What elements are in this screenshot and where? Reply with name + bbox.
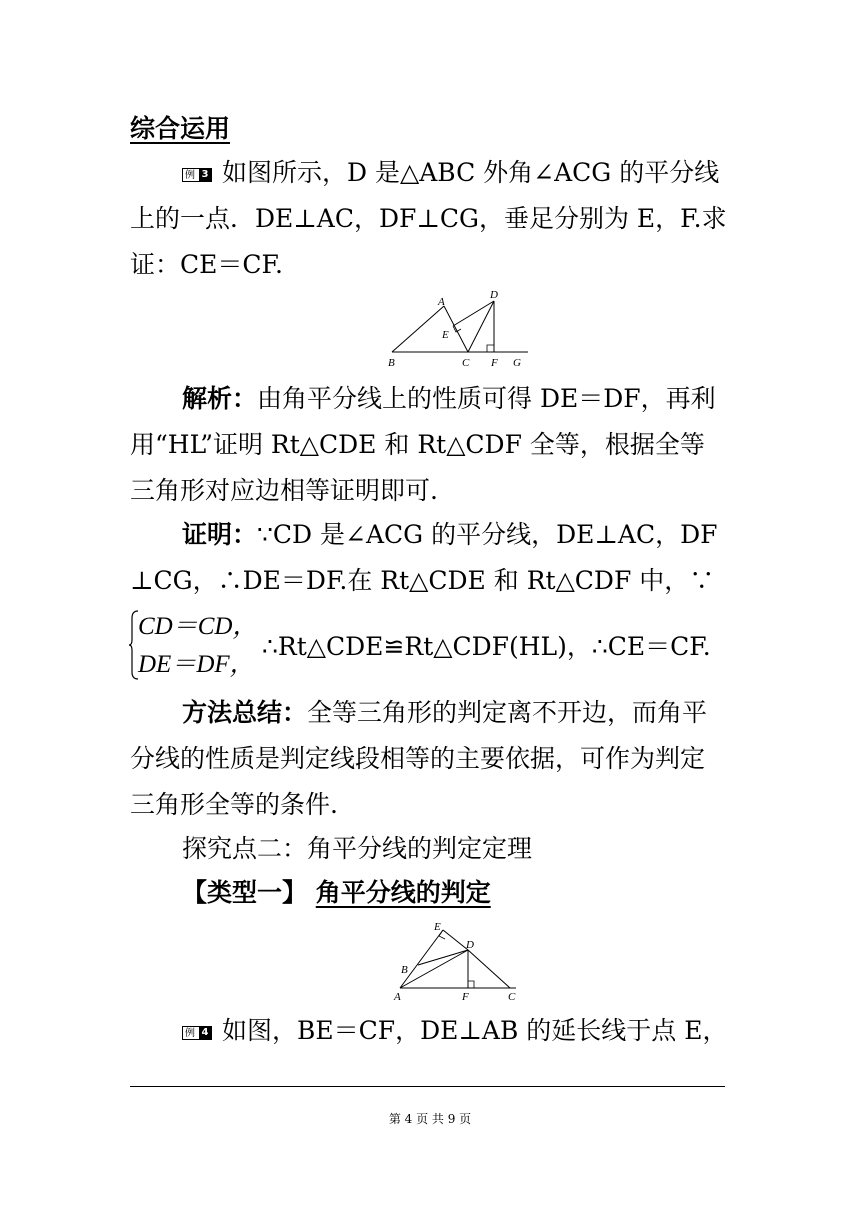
example-3-line-1: 例 3 如图所示，D 是△ABC 外角∠ACG 的平分线 bbox=[182, 156, 719, 190]
example-3-line-2: 上的一点．DE⊥AC，DF⊥CG，垂足分别为 E，F.求 bbox=[130, 204, 727, 233]
fig1-label-c: C bbox=[462, 357, 470, 369]
explore-heading: 探究点二：角平分线的判定定理 bbox=[182, 834, 533, 863]
proof-line-1: 证明：∵CD 是∠ACG 的平分线，DE⊥AC，DF bbox=[182, 520, 718, 549]
page-footer: 第 4 页 共 9 页 bbox=[388, 1112, 472, 1126]
figure-2 bbox=[388, 918, 528, 1002]
method-line-3: 三角形全等的条件. bbox=[130, 790, 338, 819]
type-heading: 【类型一】 角平分线的判定 bbox=[182, 878, 491, 907]
method-line-1: 方法总结：全等三角形的判定离不开边，而角平 bbox=[182, 698, 708, 727]
system-eq-1: CD＝CD， bbox=[138, 613, 258, 640]
system-eq-2: DE＝DF， bbox=[138, 651, 255, 678]
fig1-label-b: B bbox=[388, 357, 395, 369]
figure-1 bbox=[380, 288, 530, 372]
example-badge: 例 3 bbox=[182, 168, 212, 182]
fig2-label-f: F bbox=[462, 991, 469, 1002]
proof-conclusion: ∴Rt△CDE≌Rt△CDF(HL)，∴CE＝CF. bbox=[262, 632, 711, 661]
fig1-label-f: F bbox=[491, 357, 498, 369]
example-3-line-3: 证：CE＝CF. bbox=[130, 250, 283, 279]
method-line-2: 分线的性质是判定线段相等的主要依据，可作为判定 bbox=[130, 744, 706, 773]
analysis-line-3: 三角形对应边相等证明即可. bbox=[130, 476, 438, 505]
analysis-line-2: 用“HL”证明 Rt△CDE 和 Rt△CDF 全等，根据全等 bbox=[130, 430, 705, 459]
fig1-label-a: A bbox=[438, 296, 445, 308]
fig2-label-c: C bbox=[508, 991, 516, 1002]
example-badge: 例 4 bbox=[182, 1026, 212, 1040]
fig2-label-b: B bbox=[401, 964, 408, 976]
fig1-label-e: E bbox=[442, 329, 449, 341]
analysis-line-1: 解析：由角平分线上的性质可得 DE＝DF，再利 bbox=[182, 384, 716, 413]
fig1-label-g: G bbox=[513, 357, 521, 369]
fig2-label-d: D bbox=[466, 939, 474, 951]
fig1-label-d: D bbox=[490, 289, 498, 301]
footer-rule bbox=[130, 1086, 725, 1087]
section-title: 综合运用 bbox=[130, 114, 231, 143]
proof-line-2: ⊥CG，∴DE＝DF.在 Rt△CDE 和 Rt△CDF 中，∵ bbox=[130, 566, 715, 595]
fig2-label-a: A bbox=[394, 991, 401, 1002]
fig2-label-e: E bbox=[434, 921, 441, 933]
example-4-line-1: 例 4 如图，BE＝CF，DE⊥AB 的延长线于点 E， bbox=[182, 1014, 727, 1048]
